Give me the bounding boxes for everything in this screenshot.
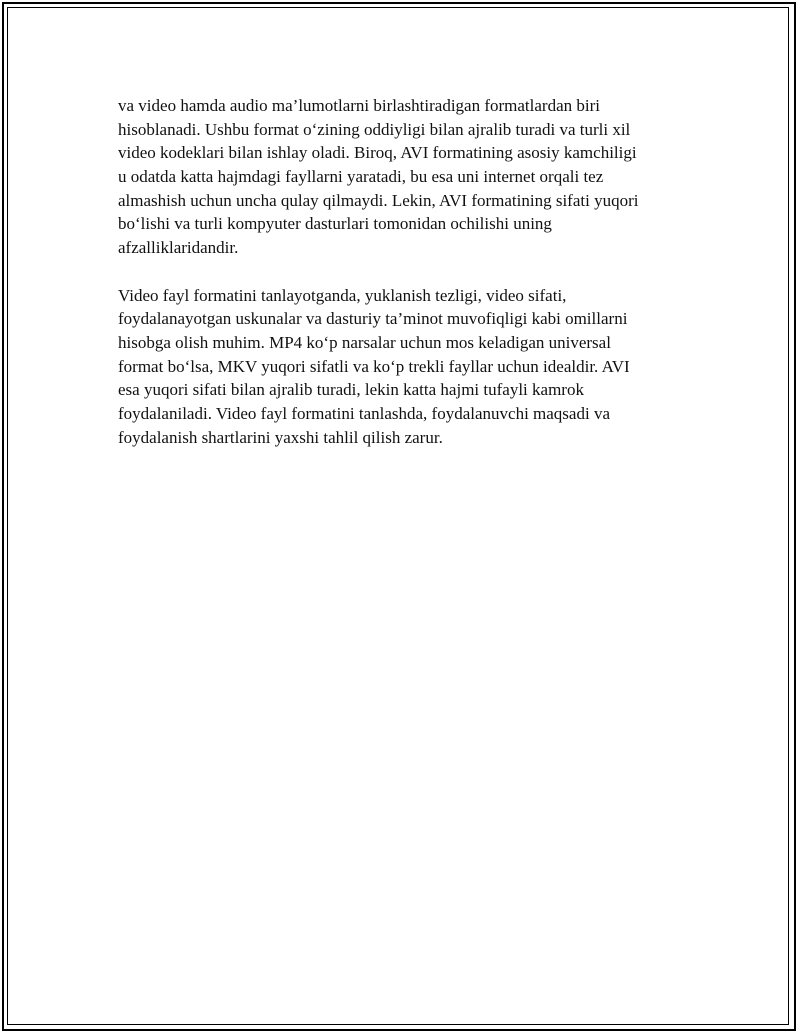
paragraph-2 bbox=[118, 284, 693, 450]
paragraph-spacer bbox=[118, 260, 693, 284]
text-line: hisoblanadi. Ushbu format o‘zining oddiyligi bilan ajralib turadi va turli xil bbox=[118, 119, 631, 139]
text-line: afzalliklaridandir. bbox=[118, 238, 239, 258]
text-line: video kodeklari bilan ishlay oladi. Biroq, AVI formatining asosiy kamchiligi bbox=[118, 143, 637, 163]
text-line: bo‘lishi va turli kompyuter dasturlari tomonidan ochilishi uning bbox=[118, 214, 552, 234]
text-line: u odatda katta hajmdagi fayllarni yaratadi, bu esa uni internet orqali tez bbox=[118, 167, 604, 187]
text-line: hisobga olish muhim. MP4 ko‘p narsalar uchun mos keladigan universal bbox=[118, 332, 611, 352]
text-line: format bo‘lsa, MKV yuqori sifatli va ko‘p trekli fayllar uchun idealdir. AVI bbox=[118, 356, 630, 376]
text-line: va video hamda audio ma’lumotlarni birlashtiradigan formatlardan biri bbox=[118, 96, 600, 115]
text-line: esa yuqori sifati bilan ajralib turadi, lekin katta hajmi tufayli kamrok bbox=[118, 380, 584, 400]
document-body bbox=[118, 94, 693, 449]
text-line: Video fayl formatini tanlayotganda, yuklanish tezligi, video sifati, bbox=[118, 285, 567, 305]
paragraph-1 bbox=[118, 94, 693, 260]
text-line: foydalanish shartlarini yaxshi tahlil qilish zarur. bbox=[118, 427, 443, 447]
text-line: almashish uchun uncha qulay qilmaydi. Lekin, AVI formatining sifati yuqori bbox=[118, 190, 639, 210]
text-line: foydalaniladi. Video fayl formatini tanlashda, foydalanuvchi maqsadi va bbox=[118, 403, 610, 423]
text-line: foydalanayotgan uskunalar va dasturiy ta’minot muvofiqligi kabi omillarni bbox=[118, 309, 628, 329]
